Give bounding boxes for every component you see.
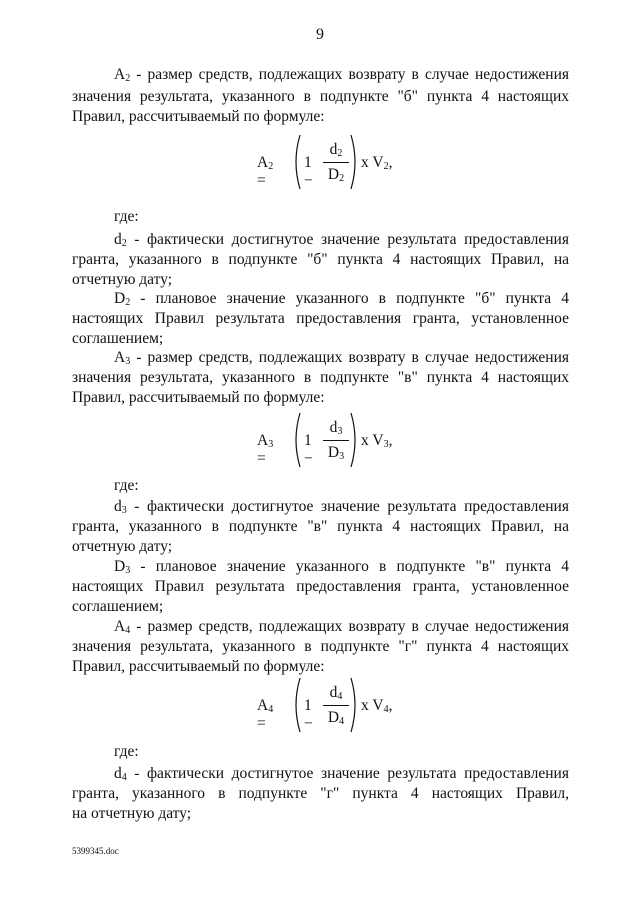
a4-where: где: [114, 743, 139, 760]
a3-definition-line-1: $A_3$ - размер средств, подлежащих возврату в случае недостижения [114, 349, 569, 367]
d3-definition-line-1: $d_3$ - фактически достигнутое значение результата предоставления [114, 498, 569, 516]
D3-definition-line-3: соглашением; [72, 598, 164, 615]
d3-definition-line-2: гранта, указанного в подпункте "в" пункта 4 настоящих Правил, на [72, 518, 569, 535]
formula-a3: $A_3$ = 1 − $d_3$ $D_3$ x $V_3$, [0, 412, 640, 472]
a2-definition-line-3: Правил, рассчитываемый по формуле: [72, 108, 325, 125]
a3-definition-line-2: значения результата, указанного в подпункте "в" пункта 4 настоящих [72, 369, 569, 386]
a3-definition-line-3: Правил, рассчитываемый по формуле: [72, 389, 325, 406]
a4-definition-line-2: значения результата, указанного в подпункте "г" пункта 4 настоящих [72, 638, 569, 655]
d2-definition-line-2: гранта, указанного в подпункте "б" пункта 4 настоящих Правил, на [72, 251, 569, 268]
a2-definition-line-2: значения результата, указанного в подпункте "б" пункта 4 настоящих [72, 88, 569, 105]
footer-file-name: 5399345.doc [72, 846, 119, 856]
page-number: 9 [316, 26, 324, 43]
d3-definition-line-3: отчетную дату; [72, 538, 173, 555]
D3-definition-line-2: настоящих Правил результата предоставления гранта, установленное [72, 578, 569, 595]
a4-definition-line-3: Правил, рассчитываемый по формуле: [72, 658, 325, 675]
d4-definition-line-3: на отчетную дату; [72, 805, 192, 822]
a4-definition-line-1: $A_4$ - размер средств, подлежащих возврату в случае недостижения [114, 618, 569, 636]
formula-a2: $A_2$ = 1 − $d_2$ $D_2$ x $V_2$, [0, 134, 640, 194]
D2-definition-line-3: соглашением; [72, 330, 164, 347]
D2-definition-line-2: настоящих Правил результата предоставления гранта, установленное [72, 310, 569, 327]
a2-definition-line-1: $A_2$ - размер средств, подлежащих возврату в случае недостижения [114, 66, 569, 84]
d4-definition-line-2: гранта, указанного в подпункте "г" пункта 4 настоящих Правил, [72, 785, 569, 802]
D2-definition-line-1: $D_2$ - плановое значение указанного в подпункте "б" пункта 4 [114, 290, 569, 308]
d2-definition-line-1: $d_2$ - фактически достигнутое значение результата предоставления [114, 231, 569, 249]
D3-definition-line-1: $D_3$ - плановое значение указанного в подпункте "в" пункта 4 [114, 558, 569, 576]
d2-definition-line-3: отчетную дату; [72, 271, 173, 288]
formula-a4: $A_4$ = 1 − $d_4$ $D_4$ x $V_4$, [0, 677, 640, 737]
a3-where: где: [114, 477, 139, 494]
a2-where: где: [114, 208, 139, 225]
d4-definition-line-1: $d_4$ - фактически достигнутое значение результата предоставления [114, 765, 569, 783]
